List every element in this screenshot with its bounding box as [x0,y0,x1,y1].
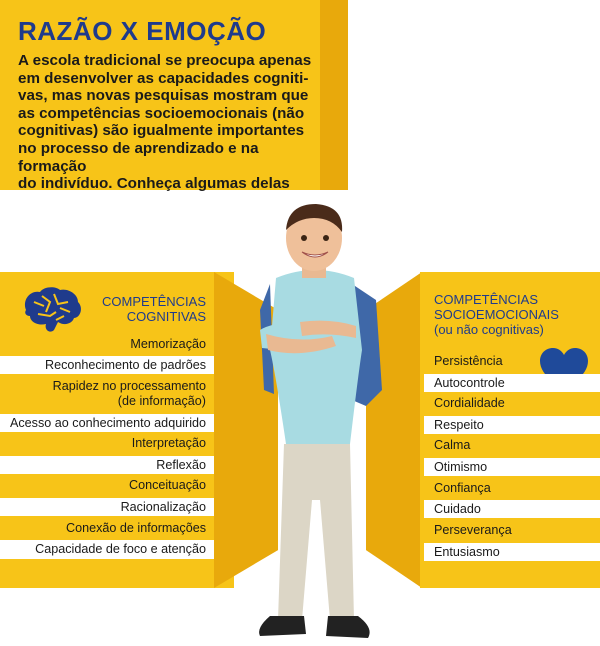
intro-line: do indivíduo. Conheça algumas delas [18,175,290,193]
socioemotional-item: Calma [434,438,471,452]
socioemotional-heading [434,292,594,337]
cognitive-item: Reconhecimento de padrões [0,356,214,374]
intro-text [18,52,328,193]
intro-line: A escola tradicional se preocupa apenas [18,52,312,69]
cognitive-item: Racionalização [0,498,214,516]
cognitive-item: Interpretação [131,436,206,450]
boy-photo [240,200,390,646]
cognitive-item: Conceituação [128,478,206,492]
page-title: RAZÃO X EMOÇÃO [18,16,267,46]
socioemotional-item: Autocontrole [424,374,600,392]
cognitive-heading [96,294,206,324]
cognitive-heading-line: COMPETÊNCIAS [101,294,206,309]
cognitive-item: Conexão de informações [65,521,206,535]
cognitive-item: Reflexão [0,456,214,474]
brain-icon [20,286,84,336]
socioemotional-heading-line: COMPETÊNCIAS [434,292,539,307]
socioemotional-item: Otimismo [424,458,600,476]
socioemotional-item: Respeito [424,416,600,434]
socioemotional-item: Perseverança [434,523,512,537]
socioemotional-item: Cuidado [424,500,600,518]
intro-line: as competências socioemocionais (não [18,104,305,122]
socioemotional-item: Cordialidade [434,396,505,410]
socioemotional-item: Entusiasmo [424,543,600,561]
cognitive-item: Acesso ao conhecimento adquirido [0,414,214,432]
cognitive-item: Capacidade de foco e atenção [0,540,214,559]
socioemotional-item: Persistência [434,354,503,368]
socioemotional-item: Confiança [434,481,491,495]
cognitive-item: (de informação) [117,394,206,408]
cognitive-heading-line: COGNITIVAS [126,309,206,324]
socioemotional-heading-line: (ou não cognitivas) [434,322,544,337]
intro-line: vas, mas novas pesquisas mostram que [18,87,309,105]
cognitive-item: Memorização [130,337,206,351]
intro-line: cognitivas) são igualmente importantes [18,122,305,140]
intro-line: no processo de aprendizado e na formação [18,139,259,175]
cognitive-item: Rapidez no processamento [52,379,206,393]
intro-line: em desenvolver as capacidades cogniti- [18,69,309,87]
socioemotional-heading-line: SOCIOEMOCIONAIS [434,307,559,322]
